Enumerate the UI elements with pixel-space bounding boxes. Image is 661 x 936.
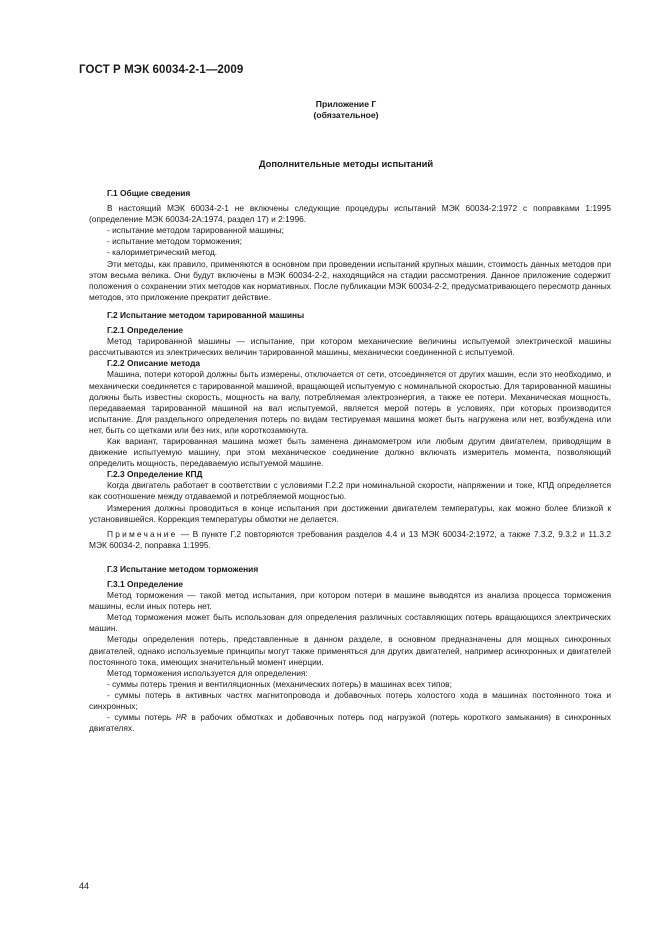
document-header: ГОСТ Р МЭК 60034-2-1—2009 [79, 64, 244, 76]
list-item [89, 712, 611, 734]
document-body [89, 188, 611, 734]
formula: I²R [175, 712, 187, 723]
list-item: - суммы потерь в активных частях магнитопровода и добавочных потерь холостого хода в машинах постоянного тока и синхронных; [89, 689, 611, 712]
paragraph: Методы определения потерь, представленные в данном разделе, в основном предназначены для мощных синхронных двигателей, однако используемые принципы могут также применяться для других двигателей, например асинхронных и двигателей постоянного тока, имеющих значительный момент инерции. [89, 634, 611, 667]
list-item-suffix: в рабочих обмотках и добавочных потерь под нагрузкой (потерь короткого замыкания) в синхронных двигателях. [89, 712, 611, 734]
paragraph: Метод торможения — такой метод испытания, при котором потери в машине выводятся из анализа процесса торможения машины, если иных потерь нет. [89, 590, 611, 612]
appendix-label: Приложение Г [315, 99, 377, 109]
paragraph: Как вариант, тарированная машина может быть заменена динамометром или любым другим двигателем, приводящим в движение испытуемую машину, при этом механическое соединение должно включать измеритель момента, позволяющий определить мощность, передаваемую испытуемой машине. [89, 435, 611, 469]
list-item: - испытание методом тарированной машины; [107, 225, 284, 236]
subsection-heading-g31: Г.3.1 Определение [107, 579, 184, 589]
section-heading-g3: Г.3 Испытание методом торможения [107, 563, 259, 574]
paragraph: В настоящий МЭК 60034-2-1 не включены следующие процедуры испытаний МЭК 60034-2:1972 с поправками 1:1995 (определение МЭК 60034-2A:1974, раздел 17) и 2:1996. [89, 203, 611, 225]
page-number: 44 [79, 881, 90, 891]
subsection-heading-g23: Г.2.3 Определение КПД [107, 469, 203, 480]
section-heading-g2: Г.2 Испытание методом тарированной машины [107, 309, 305, 320]
paragraph: Измерения должны проводиться в конце испытания при достижении двигателем температуры, как можно более близкой к установившейся. Коррекция температуры обмотки не делается. [89, 502, 611, 524]
note-label: Примечание [107, 528, 178, 539]
subsection-heading-g22: Г.2.2 Описание метода [107, 358, 201, 369]
appendix-block [0, 99, 661, 121]
section-heading-g1: Г.1 Общие сведения [107, 188, 191, 198]
list-item-prefix: - суммы потерь [107, 712, 176, 723]
paragraph: Машина, потери которой должны быть измерены, отключается от сети, отсоединяется от других машин, если это необходимо, и механически соединяется с тарированной машиной, вращающей испытуемую с номинальной скоростью. Для тарированной машины должны быть известны скорость, мощность на валу, потребляемая электроэнергия, а также ее потери. Механическая мощность, передаваемая тарированной машиной на вал испытуемой, является мерой потерь в условиях, при которых производится испытание. Для раздельного определения потерь по видам тестируемая машина может быть нагружена или нет, возбуждена или нет, быть со щетками или без них, или короткозамкнута. [89, 369, 611, 435]
paragraph: Метод тарированной машины — испытание, при котором механические величины испытуемой электрической машины рассчитываются из электрических величин тарированной машины, механически соединенной с испытуемой. [89, 336, 611, 358]
paragraph: Когда двигатель работает в соответствии с условиями Г.2.2 при номинальной скорости, напряжении и токе, КПД определяется как соотношение между отдаваемой и потребляемой мощностью. [89, 480, 611, 502]
subsection-heading-g21: Г.2.1 Определение [107, 325, 184, 336]
note-text: — В пункте Г.2 повторяются требования разделов 4.4 и 13 МЭК 60034-2:1972, а также 7.3.2, 9.3.2 и 11.3.2 МЭК 60034-2, поправка 1:1995. [89, 528, 611, 550]
page-title: Дополнительные методы испытаний [258, 158, 434, 169]
paragraph: Метод торможения может быть использован для определения различных составляющих потерь вращающихся электрических машин. [89, 612, 611, 634]
list-item: - испытание методом торможения; [107, 236, 243, 247]
paragraph: Эти методы, как правило, применяются в основном при проведении испытаний крупных машин, стоимость данных методов при этом весьма велика. Они будут включены в МЭК 60034-2-2, находящийся на стадии рассмотрения. Данное приложение содержит положения о сохранении этих методов как нормативных. После публикации МЭК 60034-2-2, предусматривающего пересмотр данных методов, это приложение прекратит действие. [89, 258, 611, 302]
note [89, 529, 611, 551]
list-item: - калориметрический метод. [107, 247, 218, 258]
paragraph: Метод торможения используется для определения: [107, 667, 308, 678]
appendix-type: (обязательное) [313, 110, 379, 120]
list-item: - суммы потерь трения и вентиляционных (механических потерь) в машинах всех типов; [107, 678, 452, 689]
